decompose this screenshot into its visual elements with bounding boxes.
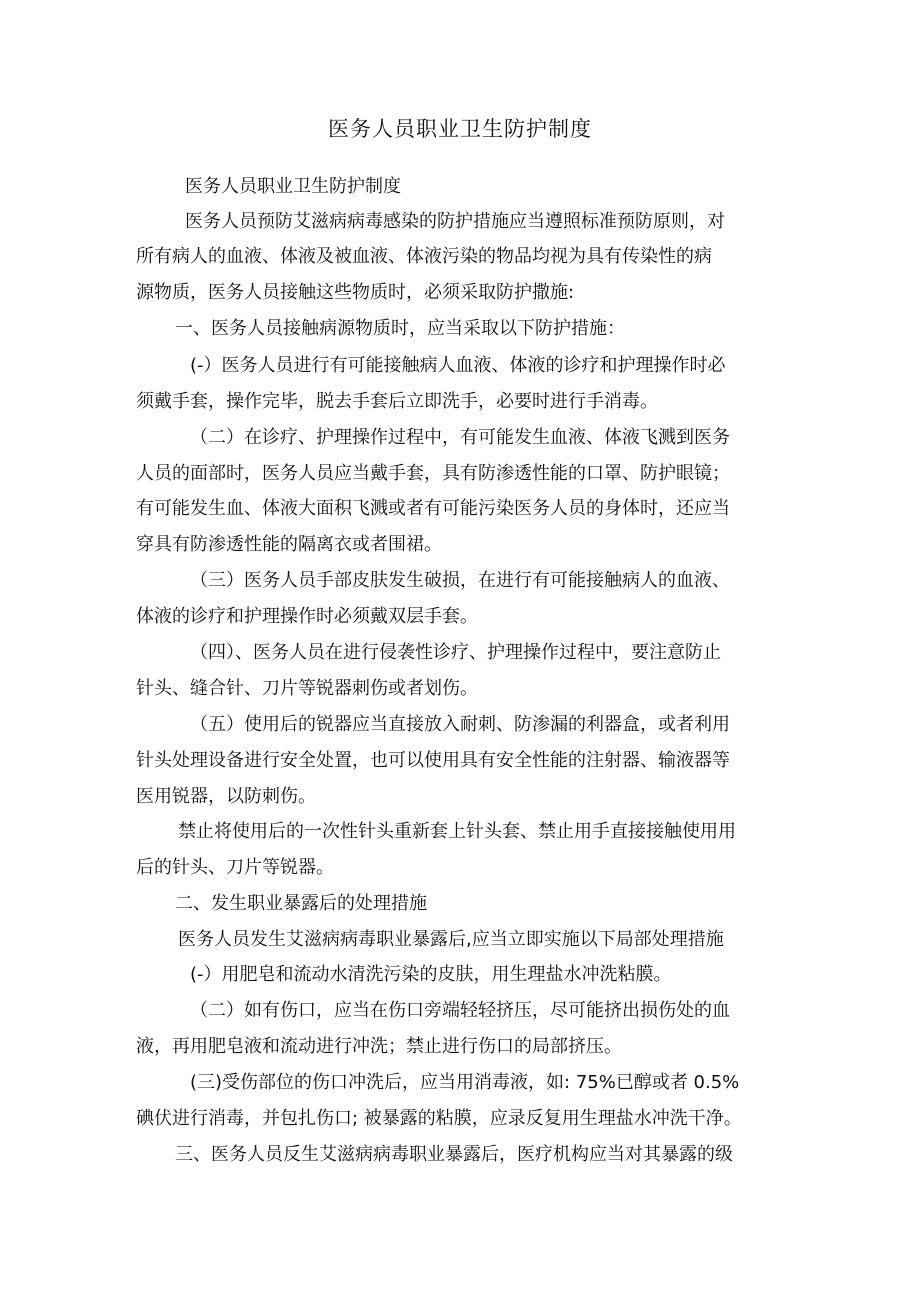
document-title: 医务人员职业卫生防护制度 (328, 117, 592, 141)
paragraph-line: （四）、医务人员在进行侵袭性诊疗、护理操作过程中，要注意防止 (190, 642, 721, 663)
section-heading: 一、医务人员接触病源物质时，应当采取以下防护措施： (175, 318, 625, 339)
paragraph-line: 源物质，医务人员接触这些物质时，必须采取防护撒施: (136, 282, 575, 303)
paragraph-line: （三）医务人员手部皮肤发生破损，在进行有可能接触病人的血液、 (190, 570, 730, 591)
paragraph-line: 穿具有防渗透性能的隔离衣或者围裙。 (136, 534, 442, 555)
paragraph-line: （二）如有伤口，应当在伤口旁端轻轻挤压，尽可能挤出损伤处的血 (190, 1000, 730, 1021)
section-heading: 二、发生职业暴露后的处理措施 (175, 893, 427, 914)
subtitle-line: 医务人员职业卫生防护制度 (185, 176, 401, 197)
paragraph-line: 禁止将使用后的一次性针头重新套上针头套、禁止用手直接接触使用用 (178, 821, 736, 842)
paragraph-line: 有可能发生血、体液大面积飞溅或者有可能污染医务人员的身体时，还应当 (136, 498, 730, 519)
paragraph-line: (-）用肥皂和流动水清洗污染的皮肤，用生理盐水冲洗粘膜。 (190, 964, 672, 985)
paragraph-line: 针头、缝合针、刀片等锐器刺伤或者划伤。 (136, 678, 478, 699)
paragraph-line: （二）在诊疗、护理操作过程中，有可能发生血液、体液飞溅到医务 (190, 427, 730, 448)
paragraph-line: (-）医务人员进行有可能接触病人血液、体液的诊疗和护理操作时必 (190, 355, 726, 376)
paragraph-line: 人员的面部时，医务人员应当戴手套，具有防渗透性能的口罩、防护眼镜； (136, 463, 730, 484)
paragraph-line: 碘伏进行消毒，并包扎伤口; 被暴露的粘膜，应录反复用生理盐水冲洗干净。 (136, 1108, 742, 1129)
paragraph-line: 后的针头、刀片等锐器。 (136, 857, 334, 878)
paragraph-line: 须戴手套，操作完毕，脱去手套后立即洗手，必要时进行手消毒。 (136, 391, 658, 412)
paragraph-line: （五）使用后的锐器应当直接放入耐刺、防渗漏的利器盒，或者利用 (190, 714, 730, 735)
paragraph-line: 体液的诊疗和护理操作时必须戴双层手套。 (136, 606, 478, 627)
paragraph-line: 医务人员发生艾滋病病毒职业暴露后,应当立即实施以下局部处理措施 (178, 929, 724, 950)
section-heading: 三、医务人员反生艾滋病病毒职业暴露后，医疗机构应当对其暴露的级 (175, 1144, 733, 1165)
paragraph-line: 医务人员预防艾滋病病毒感染的防护措施应当遵照标准预防原则，对 (185, 211, 725, 232)
paragraph-line: 医用锐器，以防刺伤。 (136, 786, 316, 807)
paragraph-line: 液，再用肥皂液和流动进行冲洗；禁止进行伤口的局部挤压。 (136, 1036, 622, 1057)
paragraph-line: 所有病人的血液、体液及被血液、体液污染的物品均视为具有传染性的病 (136, 246, 712, 267)
paragraph-line: 针头处理设备进行安全处置，也可以使用具有安全性能的注射器、输液器等 (136, 750, 730, 771)
paragraph-line: (三)受伤部位的伤口冲洗后，应当用消毒液，如: 75%已醇或者 0.5% (190, 1072, 740, 1093)
